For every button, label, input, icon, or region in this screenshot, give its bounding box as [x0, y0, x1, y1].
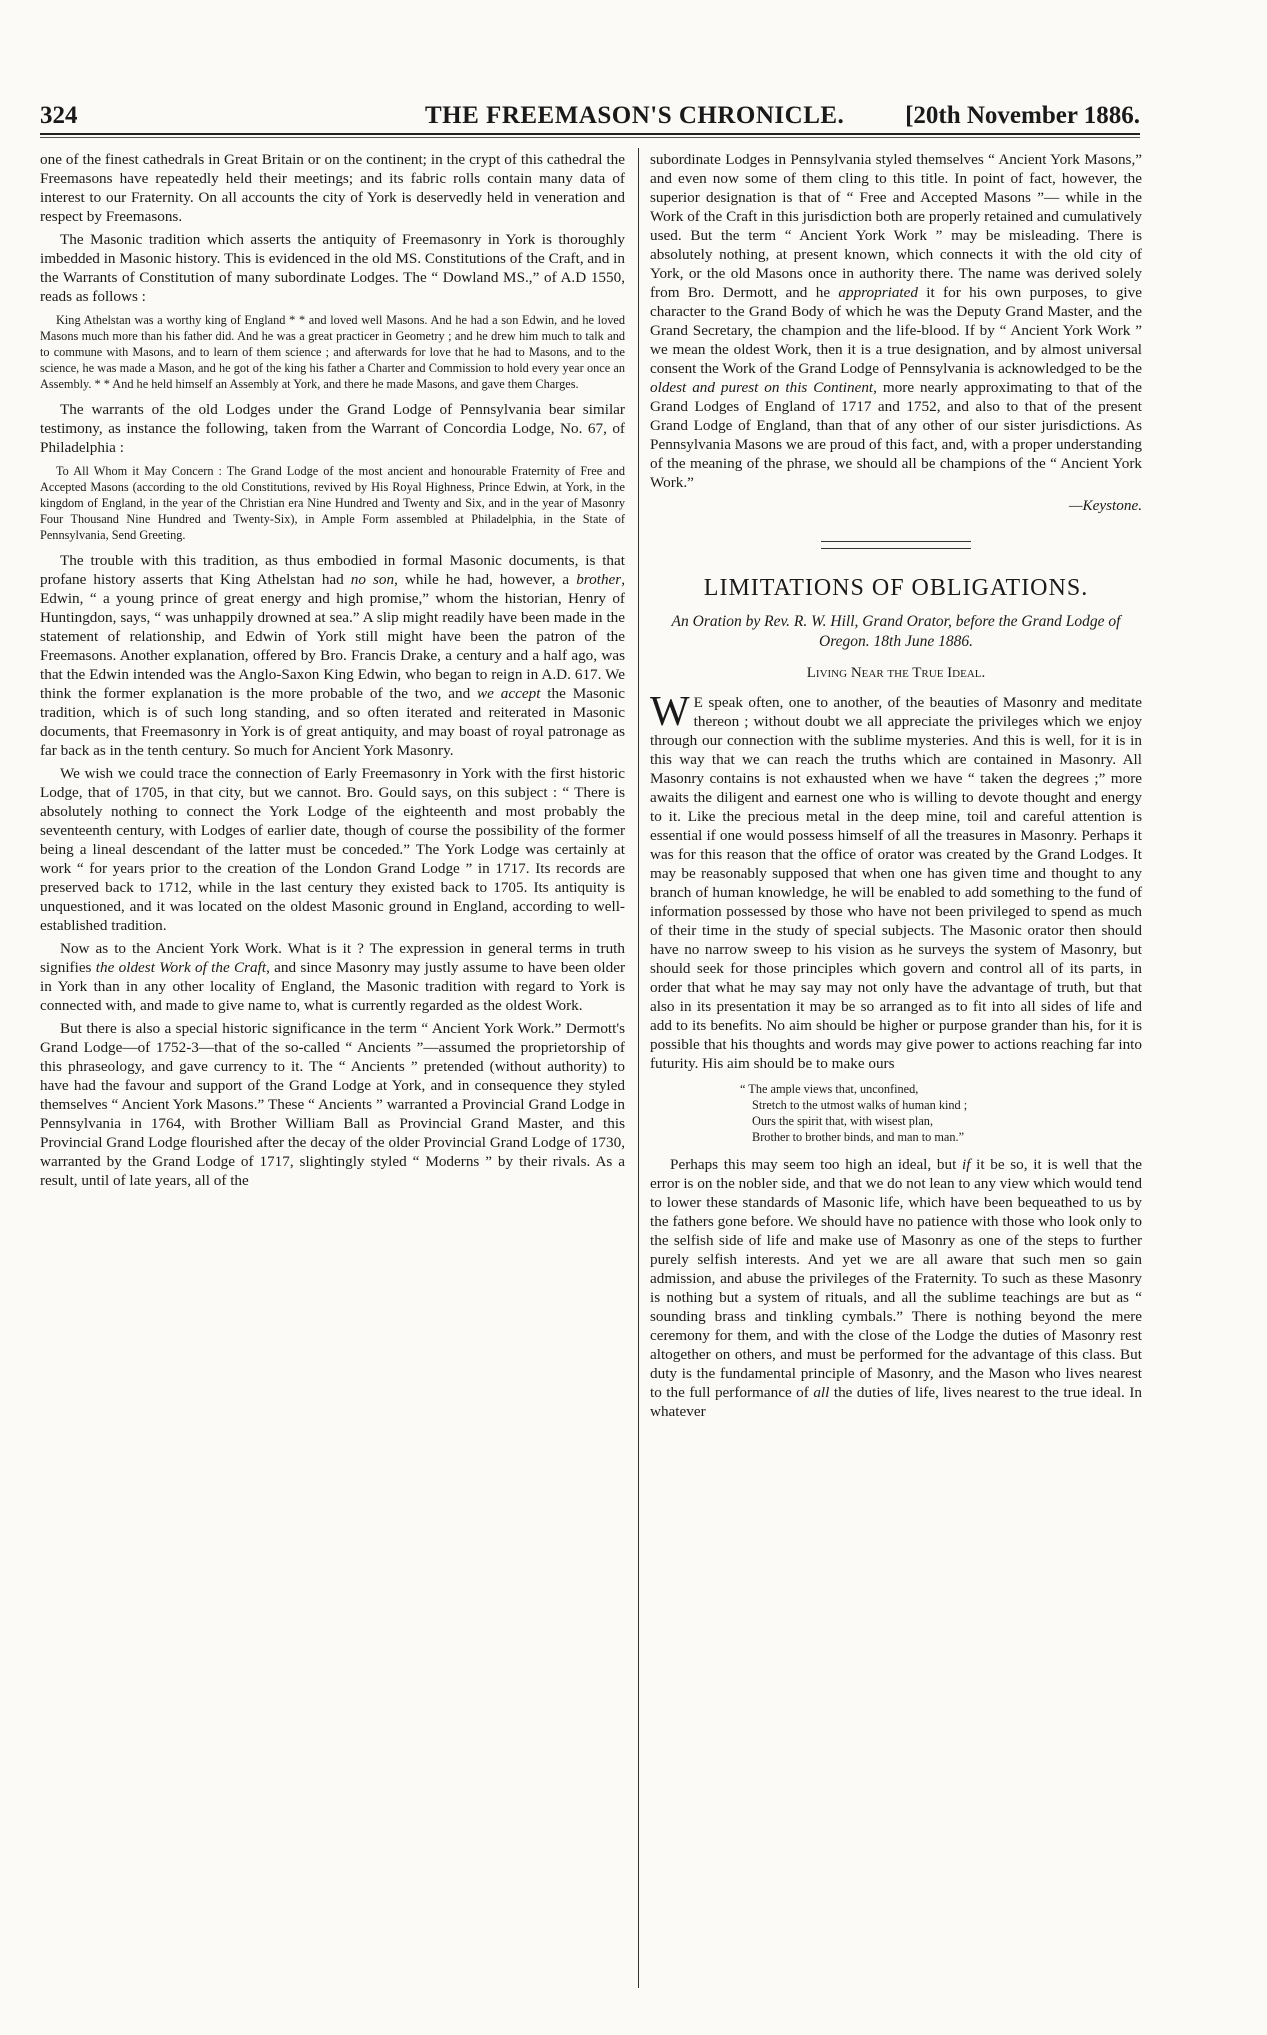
paragraph: But there is also a special historic significance in the term “ Ancient York Work.” Dermott's Grand Lodge—of 1752-3—that of the so-called “ Ancients ”—assumed the proprietorship of this phraseology, and gave currency to it. The “ Ancients ” pretended (without authority) to have had the favour and support of the Grand Lodge at York, and in consequence they styled themselves “ Ancient York Masons.” These “ Ancients ” warranted a Provincial Grand Lodge in Pennsylvania in 1764, with Brother William Ball as Provincial Grand Master, and this Provincial Grand Lodge flourished after the decay of the older Provincial Grand Lodge of 1730, warranted by the Grand Lodge of 1717, slightingly styled “ Moderns ” by their rivals. As a result, until of late years, all of the — [40, 1020, 625, 1189]
quotation-dowland-ms: King Athelstan was a worthy king of England * * and loved well Masons. And he had a son Edwin, and he loved Masons much more than his father did. And he was a great practicer in Geometry ; and he drew him much to talk and to commune with Masons, and to learn of them science ; and afterwards for love that he had to Masons, and to the science, he was made a Mason, and he got of the king his father a Charter and Commission to hold every year once an Assembly. * * And he held himself an Assembly at York, and there he made Masons, and gave them Charges. — [40, 313, 625, 391]
verse-line: Brother to brother binds, and man to man.” — [752, 1130, 965, 1144]
paragraph: one of the finest cathedrals in Great Britain or on the continent; in the crypt of this cathedral the Freemasons have repeatedly held their meetings; and its fabric rolls contain many data of interest to our Fraternity. On all accounts the city of York is deservedly held in veneration and respect by Freemasons. — [40, 151, 625, 225]
paragraph: The trouble with this tradition, as thus embodied in formal Masonic documents, is that profane history asserts that King Athelstan had no son, while he had, however, a brother, Edwin, “ a young prince of great energy and high promise,” whom the historian, Henry of Huntingdon, says, “ was unhappily drowned at sea.” A slip might readily have been made in the statement of relationship, and Edwin of York still might have been the patron of the Freemasons. Another explanation, offered by Bro. Francis Drake, a century and a half ago, was that the Edwin intended was the Anglo-Saxon King Edwin, who began to reign in A.D. 617. We think the former explanation is the more probable of the two, and we accept the Masonic tradition, which is of such long standing, and so often iterated and reiterated in Masonic documents, that Freemasonry in York is of great antiquity, and may boast of royal patronage as far back as in the tenth century. So much for Ancient York Masonry. — [40, 552, 626, 759]
source-signature: —Keystone. — [1069, 497, 1142, 514]
drop-cap: W — [650, 689, 690, 735]
section-subhead: Living Near the True Ideal. — [806, 665, 986, 681]
paragraph: Now as to the Ancient York Work. What is it ? The expression in general terms in truth signifies the oldest Work of the Craft, and since Masonry may justly assume to have been older in York than in any other locality of England, the Masonic tradition with regard to York is connected with, and made to give name to, what is currently regarded as the oldest Work. — [40, 940, 626, 1014]
masthead-title: THE FREEMASON'S CHRONICLE. — [425, 102, 845, 129]
section-rule — [821, 548, 971, 549]
paragraph: W E speak often, one to another, of the beauties of Masonry and meditate thereon ; without doubt we all appreciate the privileges which we enjoy through our connection with the sublime mysteries. And this is well, for it is in this way that we can reach the truths which are contained in Masonry. All Masonry contains is not exhausted when we have “ taken the degrees ;” more awaits the diligent and earnest one who is willing to devote thought and energy to it. Like the precious metal in the deep mine, toil and careful attention is essential if one would possess himself of all the treasures in Masonry. Perhaps it was for this reason that the office of orator was created by the Grand Lodges. It may be reasonably supposed that when one has given time and thought to any branch of human knowledge, he will be enabled to add something to the fund of information possessed by those who have not been privileged to spend as much of their time in the study of special subjects. The Masonic orator then should have no narrow sweep to his vision as he surveys the system of Masonry, but should seek for those principles which govern and control all of its parts, in order that what he may say may not only have the advantage of truth, but that also in its presentation it may be so arranged as to fit into all sides of life and add to its benefits. No aim should be higher or purpose grander than his, for it is possible that his thoughts and words may give power to actions reaching far into futurity. His aim should be to make ours — [650, 689, 1142, 1072]
verse-line: “ The ample views that, unconfined, — [740, 1082, 919, 1096]
section-rule — [821, 541, 971, 542]
verse-line: Ours the spirit that, with wisest plan, — [752, 1114, 934, 1128]
article-title: LIMITATIONS OF OBLIGATIONS. — [703, 575, 1089, 601]
column-divider — [638, 148, 639, 1988]
right-column — [650, 150, 1142, 1425]
page-number: 324 — [40, 102, 78, 129]
page-header — [40, 102, 1140, 130]
paragraph: The Masonic tradition which asserts the antiquity of Freemasonry in York is thoroughly imbedded in Masonic history. This is evidenced in the old MS. Constitutions of the Craft, and in the Warrants of Constitution of many subordinate Lodges. The “ Dowland MS.,” of A.D 1550, reads as follows : — [40, 231, 625, 305]
header-rule — [40, 133, 1140, 135]
issue-date: [20th November 1886. — [905, 102, 1140, 129]
paragraph: The warrants of the old Lodges under the Grand Lodge of Pennsylvania bear similar testimony, as instance the following, taken from the Warrant of Concordia Lodge, No. 67, of Philadelphia : — [40, 401, 625, 456]
header-rule-thin — [40, 137, 1140, 138]
paragraph: subordinate Lodges in Pennsylvania styled themselves “ Ancient York Masons,” and even now some of them cling to this title. In point of fact, however, the superior designation is that of “ Free and Accepted Masons ”— while in the Work of the Craft in this jurisdiction both are properly retained and cumulatively used. But the term “ Ancient York Work ” may be misleading. There is absolutely nothing, at present known, which connects it with the old city of York, or the old Masons once in authority there. The name was derived solely from Bro. Dermott, and he appropriated it for his own purposes, to give character to the Grand Body of which he was the Deputy Grand Master, and the Grand Secretary, the champion and the life-blood. If by “ Ancient York Work ” we mean the oldest Work, then it is a true designation, and by almost universal consent the Work of the Grand Lodge of Pennsylvania is acknowledged to be the oldest and purest on this Continent, more nearly approximating to that of the Grand Lodges of England of 1717 and 1752, and also to that of the present Grand Lodge of England, than that of any other of our sister jurisdictions. As Pennsylvania Masons we are proud of this fact, and, with a proper understanding of the meaning of the phrase, we should all be champions of the “ Ancient York Work.” — [650, 151, 1142, 491]
left-column — [40, 150, 625, 1194]
paragraph: We wish we could trace the connection of Early Freemasonry in York with the first historic Lodge, that of 1705, in that city, but we cannot. Bro. Gould says, on this subject : “ There is absolutely nothing to connect the York Lodge of the eighteenth and most probably the seventeenth century, with Lodges of earlier date, though of course the possibility of the former being a lineal descendant of the latter must be conceded.” The York Lodge was certainly at work “ for years prior to the creation of the London Grand Lodge ” in 1717. Its records are preserved back to 1712, while in the last century they existed back to 1705. Its antiquity is unquestioned, and it was located on the oldest Masonic ground in England, according to well-established tradition. — [40, 765, 625, 934]
article-subtitle: An Oration by Rev. R. W. Hill, Grand Orator, before the Grand Lodge of Oregon. 18th June 1886. — [671, 613, 1121, 650]
verse-quotation — [740, 1081, 1142, 1145]
paragraph: Perhaps this may seem too high an ideal, but if it be so, it is well that the error is on the nobler side, and that we do not lean to any view which would tend to lower these standards of Masonic life, which have been bequeathed to us by the fathers gone before. We should have no patience with those who look only to the selfish side of life and make use of Masonry as one of the steps to further purely selfish interests. And yet we are all aware that such men so gain admission, and abuse the privileges of the Fraternity. To such as these Masonry is nothing but a system of rituals, and all the sublime teachings are but as “ sounding brass and tinkling cymbals.” There is nothing beyond the mere ceremony for them, and with the close of the Lodge the duties of Masonry rest altogether on others, and must be performed for the advantage of this class. But duty is the fundamental principle of Masonry, and the Mason who lives nearest to the full performance of all the duties of life, lives nearest to the true ideal. In whatever — [650, 1156, 1143, 1420]
quotation-warrant: To All Whom it May Concern : The Grand Lodge of the most ancient and honourable Fraternity of Free and Accepted Masons (according to the old Constitutions, revived by His Royal Highness, Prince Edwin, at York, in the kingdom of England, in the year of the Christian era Nine Hundred and Twenty and Six, and in the year of Masonry Four Thousand Nine Hundred and Twenty-Six), in Ample Form assembled at Philadelphia, in the State of Pennsylvania, Send Greeting. — [40, 464, 625, 542]
verse-line: Stretch to the utmost walks of human kind ; — [752, 1098, 968, 1112]
